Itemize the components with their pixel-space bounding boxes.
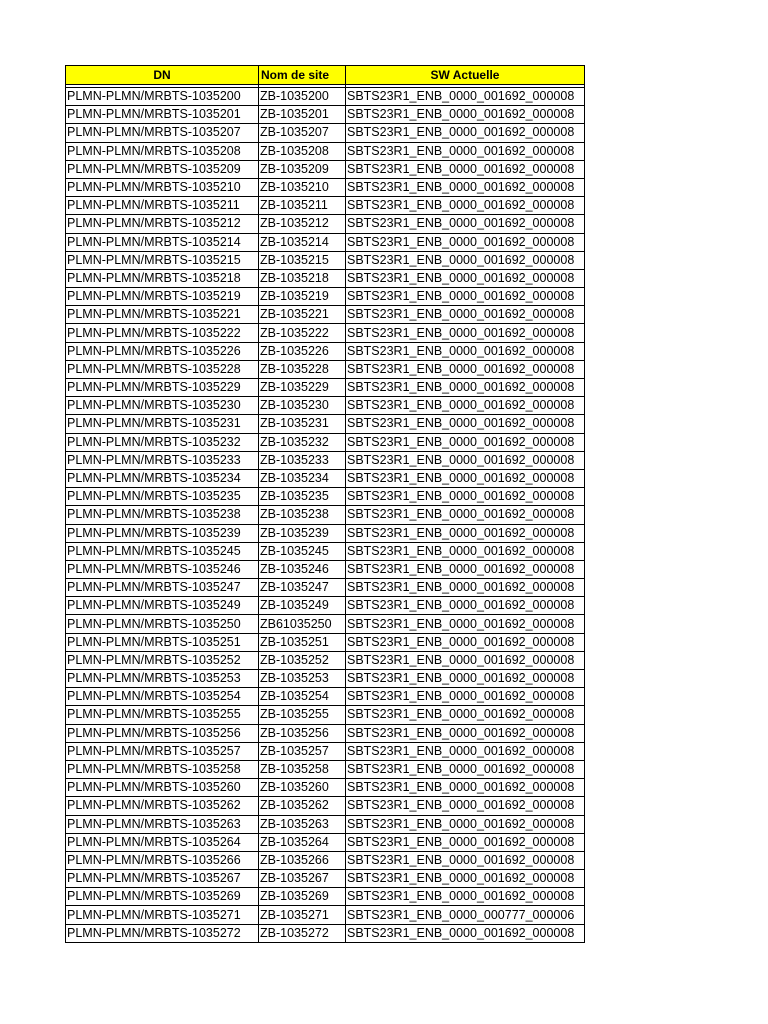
- cell-sw-version: SBTS23R1_ENB_0000_001692_000008: [346, 142, 585, 160]
- cell-sw-version: SBTS23R1_ENB_0000_001692_000008: [346, 215, 585, 233]
- cell-sw-version: SBTS23R1_ENB_0000_001692_000008: [346, 88, 585, 106]
- cell-sw-version: SBTS23R1_ENB_0000_001692_000008: [346, 779, 585, 797]
- table-row: [66, 88, 585, 106]
- cell-site-name: ZB-1035251: [259, 633, 346, 651]
- table-row: [66, 269, 585, 287]
- table-row: [66, 451, 585, 469]
- cell-dn: PLMN-PLMN/MRBTS-1035212: [66, 215, 259, 233]
- site-software-table: [65, 65, 585, 943]
- cell-sw-version: SBTS23R1_ENB_0000_001692_000008: [346, 360, 585, 378]
- cell-site-name: ZB-1035208: [259, 142, 346, 160]
- cell-site-name: ZB-1035266: [259, 851, 346, 869]
- cell-site-name: ZB-1035207: [259, 124, 346, 142]
- cell-sw-version: SBTS23R1_ENB_0000_001692_000008: [346, 797, 585, 815]
- table-row: [66, 215, 585, 233]
- table-row: [66, 888, 585, 906]
- cell-sw-version: SBTS23R1_ENB_0000_001692_000008: [346, 197, 585, 215]
- cell-dn: PLMN-PLMN/MRBTS-1035215: [66, 251, 259, 269]
- table-row: [66, 633, 585, 651]
- cell-sw-version: SBTS23R1_ENB_0000_001692_000008: [346, 288, 585, 306]
- cell-dn: PLMN-PLMN/MRBTS-1035263: [66, 815, 259, 833]
- table-row: [66, 306, 585, 324]
- table-row: [66, 579, 585, 597]
- cell-site-name: ZB-1035272: [259, 924, 346, 942]
- cell-site-name: ZB-1035200: [259, 88, 346, 106]
- cell-dn: PLMN-PLMN/MRBTS-1035232: [66, 433, 259, 451]
- table-row: [66, 251, 585, 269]
- table-row: [66, 797, 585, 815]
- cell-dn: PLMN-PLMN/MRBTS-1035207: [66, 124, 259, 142]
- cell-sw-version: SBTS23R1_ENB_0000_001692_000008: [346, 506, 585, 524]
- table-row: [66, 815, 585, 833]
- cell-site-name: ZB-1035256: [259, 724, 346, 742]
- cell-dn: PLMN-PLMN/MRBTS-1035230: [66, 397, 259, 415]
- table-row: [66, 906, 585, 924]
- cell-site-name: ZB-1035230: [259, 397, 346, 415]
- cell-dn: PLMN-PLMN/MRBTS-1035235: [66, 488, 259, 506]
- table-row: [66, 397, 585, 415]
- header-row: [66, 66, 585, 85]
- cell-site-name: ZB-1035262: [259, 797, 346, 815]
- header-sw-current: SW Actuelle: [346, 66, 585, 85]
- cell-site-name: ZB-1035228: [259, 360, 346, 378]
- cell-sw-version: SBTS23R1_ENB_0000_001692_000008: [346, 269, 585, 287]
- cell-sw-version: SBTS23R1_ENB_0000_001692_000008: [346, 597, 585, 615]
- cell-sw-version: SBTS23R1_ENB_0000_001692_000008: [346, 870, 585, 888]
- table-row: [66, 469, 585, 487]
- cell-dn: PLMN-PLMN/MRBTS-1035269: [66, 888, 259, 906]
- cell-sw-version: SBTS23R1_ENB_0000_001692_000008: [346, 160, 585, 178]
- cell-dn: PLMN-PLMN/MRBTS-1035219: [66, 288, 259, 306]
- table-row: [66, 106, 585, 124]
- table-row: [66, 688, 585, 706]
- cell-site-name: ZB-1035252: [259, 651, 346, 669]
- table-row: [66, 324, 585, 342]
- cell-sw-version: SBTS23R1_ENB_0000_001692_000008: [346, 833, 585, 851]
- cell-sw-version: SBTS23R1_ENB_0000_001692_000008: [346, 106, 585, 124]
- cell-dn: PLMN-PLMN/MRBTS-1035245: [66, 542, 259, 560]
- cell-site-name: ZB-1035255: [259, 706, 346, 724]
- cell-dn: PLMN-PLMN/MRBTS-1035252: [66, 651, 259, 669]
- table-row: [66, 560, 585, 578]
- cell-site-name: ZB-1035234: [259, 469, 346, 487]
- cell-site-name: ZB-1035253: [259, 670, 346, 688]
- table-row: [66, 924, 585, 942]
- cell-sw-version: SBTS23R1_ENB_0000_001692_000008: [346, 633, 585, 651]
- cell-dn: PLMN-PLMN/MRBTS-1035253: [66, 670, 259, 688]
- cell-sw-version: SBTS23R1_ENB_0000_001692_000008: [346, 469, 585, 487]
- table-row: [66, 651, 585, 669]
- cell-sw-version: SBTS23R1_ENB_0000_001692_000008: [346, 415, 585, 433]
- cell-dn: PLMN-PLMN/MRBTS-1035211: [66, 197, 259, 215]
- cell-site-name: ZB-1035222: [259, 324, 346, 342]
- cell-site-name: ZB-1035245: [259, 542, 346, 560]
- cell-site-name: ZB-1035212: [259, 215, 346, 233]
- header-site-name: Nom de site: [259, 66, 346, 85]
- cell-sw-version: SBTS23R1_ENB_0000_001692_000008: [346, 615, 585, 633]
- table-row: [66, 379, 585, 397]
- cell-site-name: ZB-1035246: [259, 560, 346, 578]
- cell-dn: PLMN-PLMN/MRBTS-1035233: [66, 451, 259, 469]
- table-row: [66, 433, 585, 451]
- cell-dn: PLMN-PLMN/MRBTS-1035201: [66, 106, 259, 124]
- cell-site-name: ZB-1035239: [259, 524, 346, 542]
- cell-dn: PLMN-PLMN/MRBTS-1035257: [66, 742, 259, 760]
- cell-site-name: ZB-1035215: [259, 251, 346, 269]
- cell-site-name: ZB-1035226: [259, 342, 346, 360]
- cell-sw-version: SBTS23R1_ENB_0000_000777_000006: [346, 906, 585, 924]
- cell-site-name: ZB-1035232: [259, 433, 346, 451]
- cell-dn: PLMN-PLMN/MRBTS-1035222: [66, 324, 259, 342]
- table-row: [66, 415, 585, 433]
- table-row: [66, 124, 585, 142]
- cell-dn: PLMN-PLMN/MRBTS-1035209: [66, 160, 259, 178]
- cell-site-name: ZB-1035249: [259, 597, 346, 615]
- header-dn: DN: [66, 66, 259, 85]
- cell-sw-version: SBTS23R1_ENB_0000_001692_000008: [346, 924, 585, 942]
- cell-sw-version: SBTS23R1_ENB_0000_001692_000008: [346, 670, 585, 688]
- cell-dn: PLMN-PLMN/MRBTS-1035272: [66, 924, 259, 942]
- cell-dn: PLMN-PLMN/MRBTS-1035262: [66, 797, 259, 815]
- cell-site-name: ZB-1035218: [259, 269, 346, 287]
- table-row: [66, 760, 585, 778]
- cell-dn: PLMN-PLMN/MRBTS-1035208: [66, 142, 259, 160]
- table-row: [66, 197, 585, 215]
- cell-site-name: ZB-1035201: [259, 106, 346, 124]
- table-row: [66, 506, 585, 524]
- cell-site-name: ZB-1035264: [259, 833, 346, 851]
- cell-dn: PLMN-PLMN/MRBTS-1035239: [66, 524, 259, 542]
- cell-site-name: ZB-1035263: [259, 815, 346, 833]
- cell-dn: PLMN-PLMN/MRBTS-1035256: [66, 724, 259, 742]
- cell-sw-version: SBTS23R1_ENB_0000_001692_000008: [346, 579, 585, 597]
- cell-sw-version: SBTS23R1_ENB_0000_001692_000008: [346, 397, 585, 415]
- cell-dn: PLMN-PLMN/MRBTS-1035260: [66, 779, 259, 797]
- table-row: [66, 615, 585, 633]
- cell-site-name: ZB-1035238: [259, 506, 346, 524]
- table-row: [66, 524, 585, 542]
- cell-dn: PLMN-PLMN/MRBTS-1035258: [66, 760, 259, 778]
- cell-dn: PLMN-PLMN/MRBTS-1035267: [66, 870, 259, 888]
- cell-sw-version: SBTS23R1_ENB_0000_001692_000008: [346, 542, 585, 560]
- cell-dn: PLMN-PLMN/MRBTS-1035250: [66, 615, 259, 633]
- cell-site-name: ZB-1035254: [259, 688, 346, 706]
- cell-site-name: ZB-1035214: [259, 233, 346, 251]
- cell-sw-version: SBTS23R1_ENB_0000_001692_000008: [346, 851, 585, 869]
- cell-sw-version: SBTS23R1_ENB_0000_001692_000008: [346, 233, 585, 251]
- table-row: [66, 233, 585, 251]
- table-body: [66, 85, 585, 943]
- cell-sw-version: SBTS23R1_ENB_0000_001692_000008: [346, 342, 585, 360]
- cell-dn: PLMN-PLMN/MRBTS-1035234: [66, 469, 259, 487]
- table-row: [66, 851, 585, 869]
- cell-site-name: ZB-1035221: [259, 306, 346, 324]
- cell-site-name: ZB-1035269: [259, 888, 346, 906]
- cell-sw-version: SBTS23R1_ENB_0000_001692_000008: [346, 433, 585, 451]
- cell-dn: PLMN-PLMN/MRBTS-1035231: [66, 415, 259, 433]
- cell-site-name: ZB-1035235: [259, 488, 346, 506]
- cell-dn: PLMN-PLMN/MRBTS-1035210: [66, 178, 259, 196]
- cell-sw-version: SBTS23R1_ENB_0000_001692_000008: [346, 451, 585, 469]
- table-row: [66, 488, 585, 506]
- cell-site-name: ZB-1035233: [259, 451, 346, 469]
- table-row: [66, 597, 585, 615]
- cell-sw-version: SBTS23R1_ENB_0000_001692_000008: [346, 124, 585, 142]
- cell-sw-version: SBTS23R1_ENB_0000_001692_000008: [346, 688, 585, 706]
- cell-dn: PLMN-PLMN/MRBTS-1035247: [66, 579, 259, 597]
- cell-sw-version: SBTS23R1_ENB_0000_001692_000008: [346, 251, 585, 269]
- table-row: [66, 142, 585, 160]
- table-row: [66, 742, 585, 760]
- table-row: [66, 160, 585, 178]
- cell-dn: PLMN-PLMN/MRBTS-1035271: [66, 906, 259, 924]
- cell-sw-version: SBTS23R1_ENB_0000_001692_000008: [346, 379, 585, 397]
- cell-site-name: ZB-1035260: [259, 779, 346, 797]
- cell-dn: PLMN-PLMN/MRBTS-1035226: [66, 342, 259, 360]
- cell-dn: PLMN-PLMN/MRBTS-1035255: [66, 706, 259, 724]
- cell-sw-version: SBTS23R1_ENB_0000_001692_000008: [346, 178, 585, 196]
- cell-dn: PLMN-PLMN/MRBTS-1035249: [66, 597, 259, 615]
- cell-dn: PLMN-PLMN/MRBTS-1035214: [66, 233, 259, 251]
- cell-dn: PLMN-PLMN/MRBTS-1035246: [66, 560, 259, 578]
- cell-dn: PLMN-PLMN/MRBTS-1035264: [66, 833, 259, 851]
- cell-site-name: ZB-1035210: [259, 178, 346, 196]
- cell-dn: PLMN-PLMN/MRBTS-1035229: [66, 379, 259, 397]
- cell-dn: PLMN-PLMN/MRBTS-1035218: [66, 269, 259, 287]
- cell-site-name: ZB-1035258: [259, 760, 346, 778]
- cell-sw-version: SBTS23R1_ENB_0000_001692_000008: [346, 742, 585, 760]
- cell-site-name: ZB-1035219: [259, 288, 346, 306]
- cell-sw-version: SBTS23R1_ENB_0000_001692_000008: [346, 524, 585, 542]
- cell-dn: PLMN-PLMN/MRBTS-1035200: [66, 88, 259, 106]
- table-row: [66, 833, 585, 851]
- table-row: [66, 724, 585, 742]
- cell-dn: PLMN-PLMN/MRBTS-1035238: [66, 506, 259, 524]
- cell-sw-version: SBTS23R1_ENB_0000_001692_000008: [346, 560, 585, 578]
- table-row: [66, 542, 585, 560]
- table-row: [66, 870, 585, 888]
- table-row: [66, 178, 585, 196]
- cell-site-name: ZB-1035267: [259, 870, 346, 888]
- cell-sw-version: SBTS23R1_ENB_0000_001692_000008: [346, 888, 585, 906]
- cell-dn: PLMN-PLMN/MRBTS-1035254: [66, 688, 259, 706]
- cell-sw-version: SBTS23R1_ENB_0000_001692_000008: [346, 306, 585, 324]
- cell-dn: PLMN-PLMN/MRBTS-1035251: [66, 633, 259, 651]
- cell-site-name: ZB-1035229: [259, 379, 346, 397]
- cell-sw-version: SBTS23R1_ENB_0000_001692_000008: [346, 815, 585, 833]
- cell-dn: PLMN-PLMN/MRBTS-1035228: [66, 360, 259, 378]
- table-row: [66, 360, 585, 378]
- table-row: [66, 288, 585, 306]
- cell-site-name: ZB-1035209: [259, 160, 346, 178]
- cell-sw-version: SBTS23R1_ENB_0000_001692_000008: [346, 488, 585, 506]
- table-row: [66, 670, 585, 688]
- table-row: [66, 342, 585, 360]
- cell-site-name: ZB-1035231: [259, 415, 346, 433]
- cell-site-name: ZB-1035247: [259, 579, 346, 597]
- cell-sw-version: SBTS23R1_ENB_0000_001692_000008: [346, 706, 585, 724]
- table-row: [66, 779, 585, 797]
- cell-site-name: ZB-1035211: [259, 197, 346, 215]
- cell-site-name: ZB-1035257: [259, 742, 346, 760]
- cell-site-name: ZB61035250: [259, 615, 346, 633]
- cell-sw-version: SBTS23R1_ENB_0000_001692_000008: [346, 724, 585, 742]
- cell-sw-version: SBTS23R1_ENB_0000_001692_000008: [346, 760, 585, 778]
- table-row: [66, 706, 585, 724]
- cell-sw-version: SBTS23R1_ENB_0000_001692_000008: [346, 651, 585, 669]
- cell-dn: PLMN-PLMN/MRBTS-1035221: [66, 306, 259, 324]
- cell-sw-version: SBTS23R1_ENB_0000_001692_000008: [346, 324, 585, 342]
- cell-dn: PLMN-PLMN/MRBTS-1035266: [66, 851, 259, 869]
- cell-site-name: ZB-1035271: [259, 906, 346, 924]
